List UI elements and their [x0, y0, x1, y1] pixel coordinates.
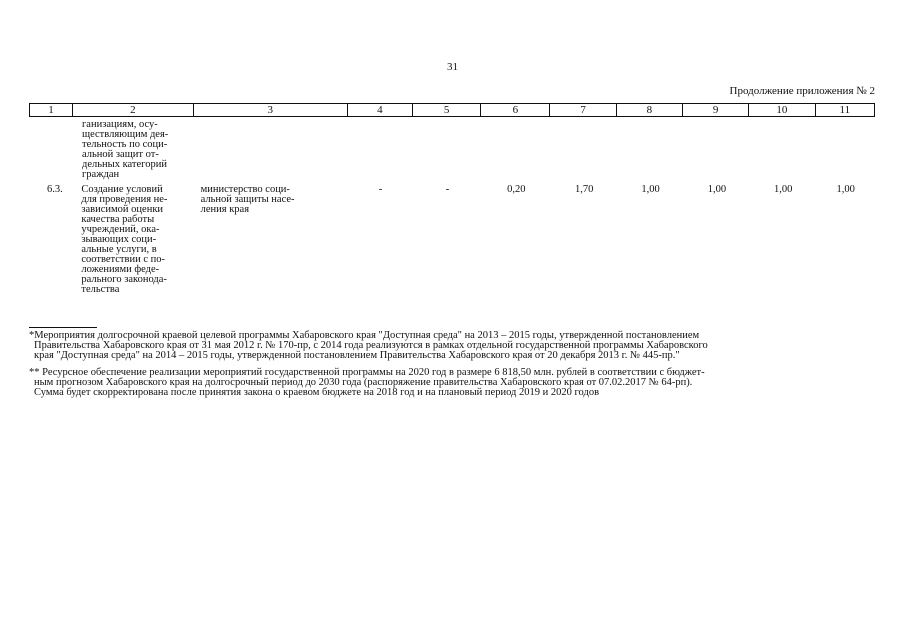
text-line: министерство соци- — [200, 184, 290, 195]
text-line: для проведения не- — [81, 194, 168, 205]
row-col-11: 1,00 — [836, 184, 855, 195]
page-number: 31 — [447, 61, 458, 73]
header-col-3: 3 — [194, 104, 348, 116]
text-line: тельность по соци- — [82, 139, 168, 150]
continued-row-description — [73, 120, 197, 180]
footnote-line: ** Ресурсное обеспечение реализации мероприятий государственной программы на 2020 год в размере 6 818,50 млн. рублей в соответствии с бюджет- — [29, 367, 705, 378]
footnote-line: *Мероприятия долгосрочной краевой целевой программы Хабаровского края "Доступная среда" на 2013 – 2015 годы, утвержденной постановлением — [29, 330, 700, 341]
text-line: зывающих соци- — [81, 234, 157, 245]
appendix-continuation-label: Продолжение приложения № 2 — [729, 85, 875, 97]
text-line: альные услуги, в — [81, 244, 157, 255]
row-col-4: - — [378, 184, 383, 195]
header-col-2: 2 — [73, 104, 194, 116]
footnote-divider — [29, 327, 97, 328]
header-col-11: 11 — [839, 104, 851, 116]
table-header-row — [29, 103, 875, 117]
row-col-10: 1,00 — [774, 184, 793, 195]
header-col-9: 9 — [683, 104, 749, 116]
text-line: качества работы — [81, 214, 155, 225]
text-line: граждан — [82, 169, 120, 180]
text-line: ганизациям, осу- — [82, 119, 158, 130]
row-col-8: 1,00 — [641, 184, 660, 195]
row-executor — [194, 185, 348, 295]
header-col-10: 10 — [749, 104, 815, 116]
row-col-6: 0,20 — [507, 184, 526, 195]
text-line: дельных категорий — [82, 159, 167, 170]
row-description — [72, 185, 193, 295]
footnote-line: Сумма будет скорректирована после принятия закона о краевом бюджете на 2018 год и на плановый период 2019 и 2020 годов — [34, 387, 600, 398]
header-col-5: 5 — [413, 104, 481, 116]
header-col-4: 4 — [348, 104, 413, 116]
table-row-6-3 — [29, 185, 875, 295]
header-col-6: 6 — [481, 104, 550, 116]
row-col-5: - — [445, 184, 450, 195]
footnote-1 — [29, 331, 875, 361]
header-col-8: 8 — [617, 104, 683, 116]
footnote-line: ным прогнозом Хабаровского края на долгосрочный период до 2030 года (распоряжение правительства Хабаровского края от 07.02.2017 № 64-рп). — [34, 377, 693, 388]
footnote-line: края "Доступная среда" на 2014 – 2015 годы, утвержденной постановлением Правительства Хабаровского края от 20 декабря 2013 г. № 445-пр." — [34, 350, 680, 361]
row-col-7: 1,70 — [574, 184, 594, 195]
text-line: учреждений, ока- — [81, 224, 160, 235]
text-line: альной защиты насе- — [200, 194, 295, 205]
text-line: альной защит от- — [82, 149, 159, 160]
table-row-continued — [29, 120, 875, 180]
text-line: ществляющим дея- — [82, 129, 169, 140]
footnote-line: Правительства Хабаровского края от 31 мая 2012 г. № 170-пр, с 2014 года реализуются в рамках отдельной государственной программы Хабаровского — [34, 340, 708, 351]
header-col-7: 7 — [550, 104, 616, 116]
text-line: тельства — [81, 284, 120, 295]
program-table — [29, 103, 875, 295]
text-line: ложениями феде- — [81, 264, 160, 275]
text-line: рального законода- — [81, 274, 167, 285]
row-number: 6.3. — [47, 184, 63, 195]
footnote-2 — [29, 368, 875, 398]
header-col-1: 1 — [30, 104, 73, 116]
text-line: ления края — [200, 204, 250, 215]
text-line: зависимой оценки — [81, 204, 164, 215]
text-line: соответствии с по- — [81, 254, 165, 265]
row-col-9: 1,00 — [707, 184, 727, 195]
text-line: Создание условий — [81, 184, 163, 195]
